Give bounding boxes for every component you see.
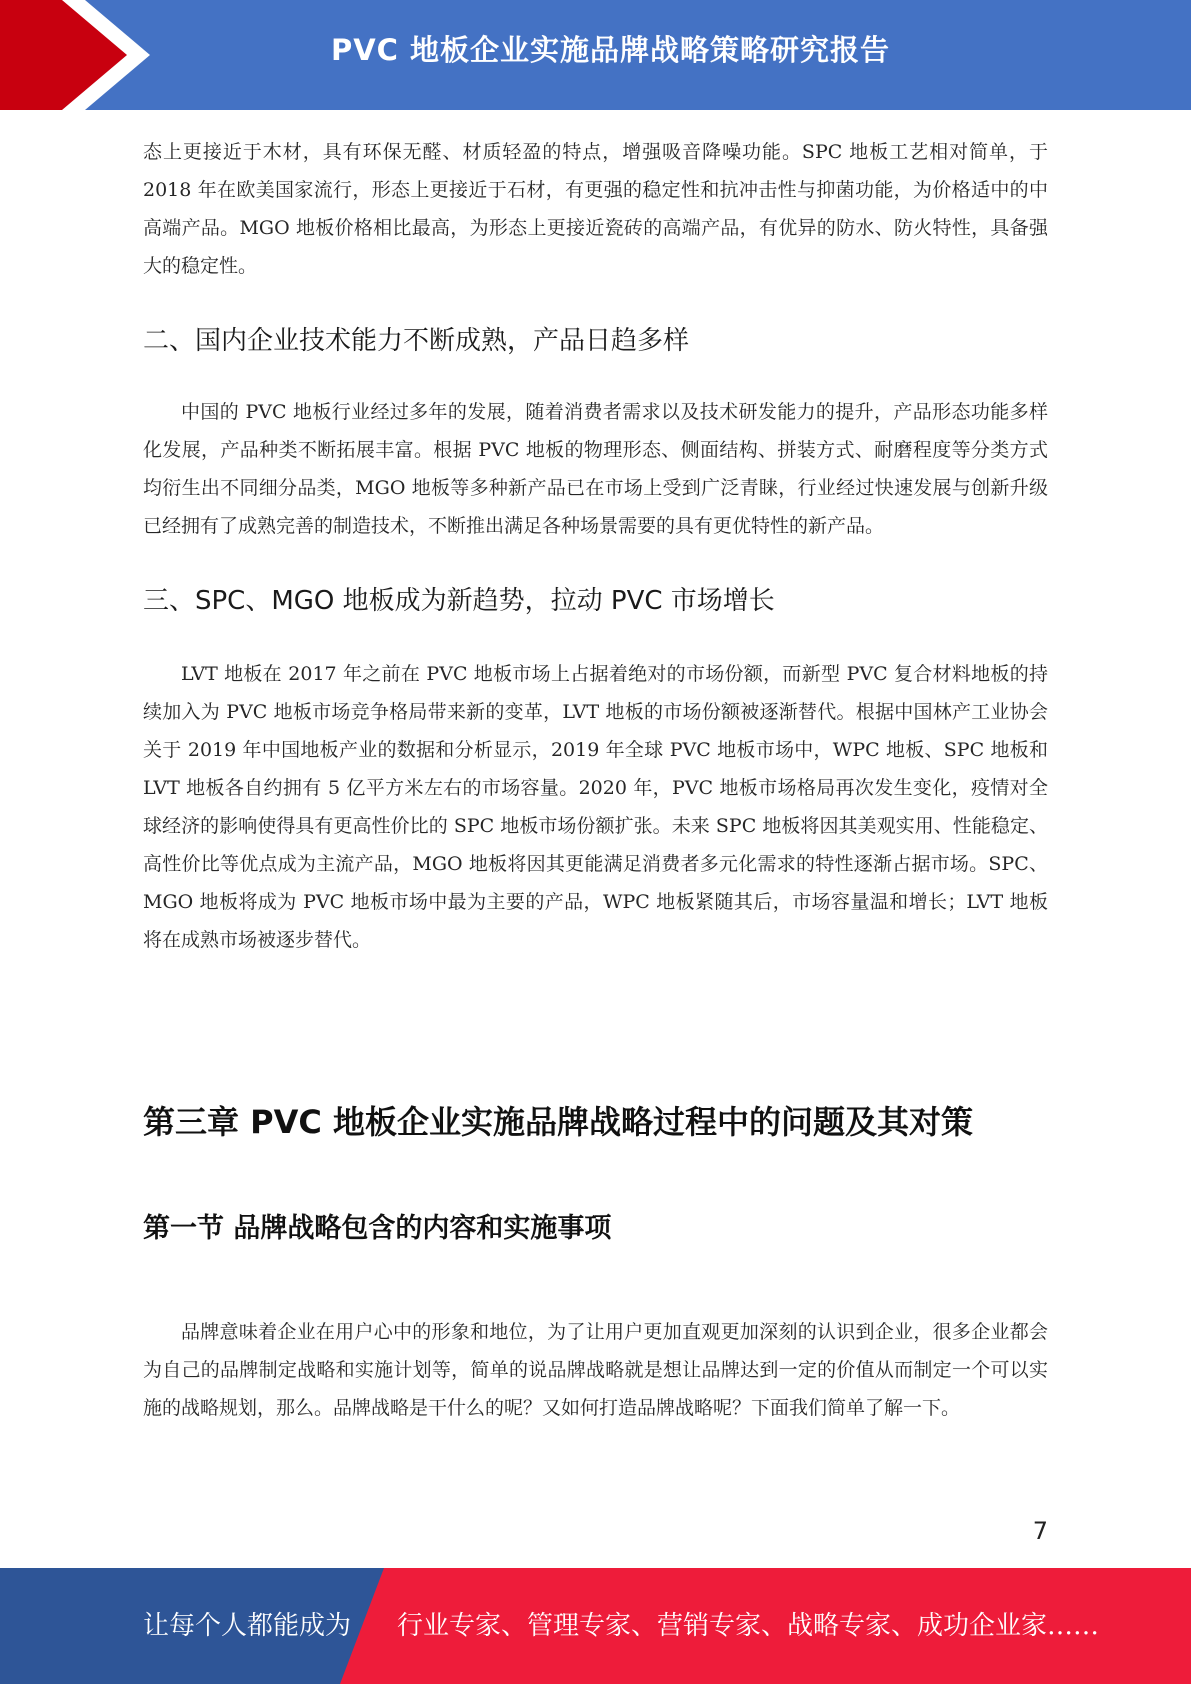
header-title: PVC 地板企业实施品牌战略策略研究报告 xyxy=(330,33,891,67)
document-body xyxy=(143,133,1048,1427)
page-number: 7 xyxy=(1032,1517,1048,1545)
section-paragraph: 品牌意味着企业在用户心中的形象和地位，为了让用户更加直观更加深刻的认识到企业，很多企业都会为自己的品牌制定战略和实施计划等，简单的说品牌战略就是想让品牌达到一定的价值从而制定一个可以实施的战略规划，那么。品牌战略是干什么的呢？又如何打造品牌战略呢？下面我们简单了解一下。 xyxy=(143,1321,1048,1419)
intro-paragraph: 态上更接近于木材，具有环保无醛、材质轻盈的特点，增强吸音降噪功能。SPC 地板工艺相对简单，于 2018 年在欧美国家流行，形态上更接近于石材，有更强的稳定性和抗冲击性与抑菌功能，为价格适中的中高端产品。MGO 地板价格相比最高，为形态上更接近瓷砖的高端产品，有优异的防水、防火特性，具备强大的稳定性。 xyxy=(143,141,1048,277)
section3-paragraph: LVT 地板在 2017 年之前在 PVC 地板市场上占据着绝对的市场份额，而新型 PVC 复合材料地板的持续加入为 PVC 地板市场竞争格局带来新的变革，LVT 地板的市场份额被逐渐替代。根据中国林产工业协会关于 2019 年中国地板产业的数据和分析显示，2019 年全球 PVC 地板市场中，WPC 地板、SPC 地板和 LVT 地板各自约拥有 5 亿平方米左右的市场容量。2020 年，PVC 地板市场格局再次发生变化，疫情对全球经济的影响使得具有更高性价比的 SPC 地板市场份额扩张。未来 SPC 地板将因其美观实用、性能稳定、高性价比等优点成为主流产品，MGO 地板将因其更能满足消费者多元化需求的特性逐渐占据市场。SPC、MGO 地板将成为 PVC 地板市场中最为主要的产品，WPC 地板紧随其后，市场容量温和增长；LVT 地板将在成熟市场被逐步替代。 xyxy=(143,663,1048,951)
footer-slogan-left: 让每个人都能成为 xyxy=(143,1611,352,1641)
chapter-heading: 第三章 PVC 地板企业实施品牌战略过程中的问题及其对策 xyxy=(143,1103,973,1141)
section-heading: 第一节 品牌战略包含的内容和实施事项 xyxy=(143,1213,612,1244)
footer-slogan-right: 行业专家、管理专家、营销专家、战略专家、成功企业家…… xyxy=(397,1611,1100,1641)
section3-heading: 三、SPC、MGO 地板成为新趋势，拉动 PVC 市场增长 xyxy=(143,586,775,616)
section2-heading: 二、国内企业技术能力不断成熟，产品日趋多样 xyxy=(143,326,690,356)
page-footer xyxy=(0,1568,1191,1684)
section2-paragraph: 中国的 PVC 地板行业经过多年的发展，随着消费者需求以及技术研发能力的提升，产品形态功能多样化发展，产品种类不断拓展丰富。根据 PVC 地板的物理形态、侧面结构、拼装方式、耐磨程度等分类方式均衍生出不同细分品类，MGO 地板等多种新产品已在市场上受到广泛青睐，行业经过快速发展与创新升级已经拥有了成熟完善的制造技术，不断推出满足各种场景需要的具有更优特性的新产品。 xyxy=(143,401,1048,537)
page-header xyxy=(0,0,1191,110)
